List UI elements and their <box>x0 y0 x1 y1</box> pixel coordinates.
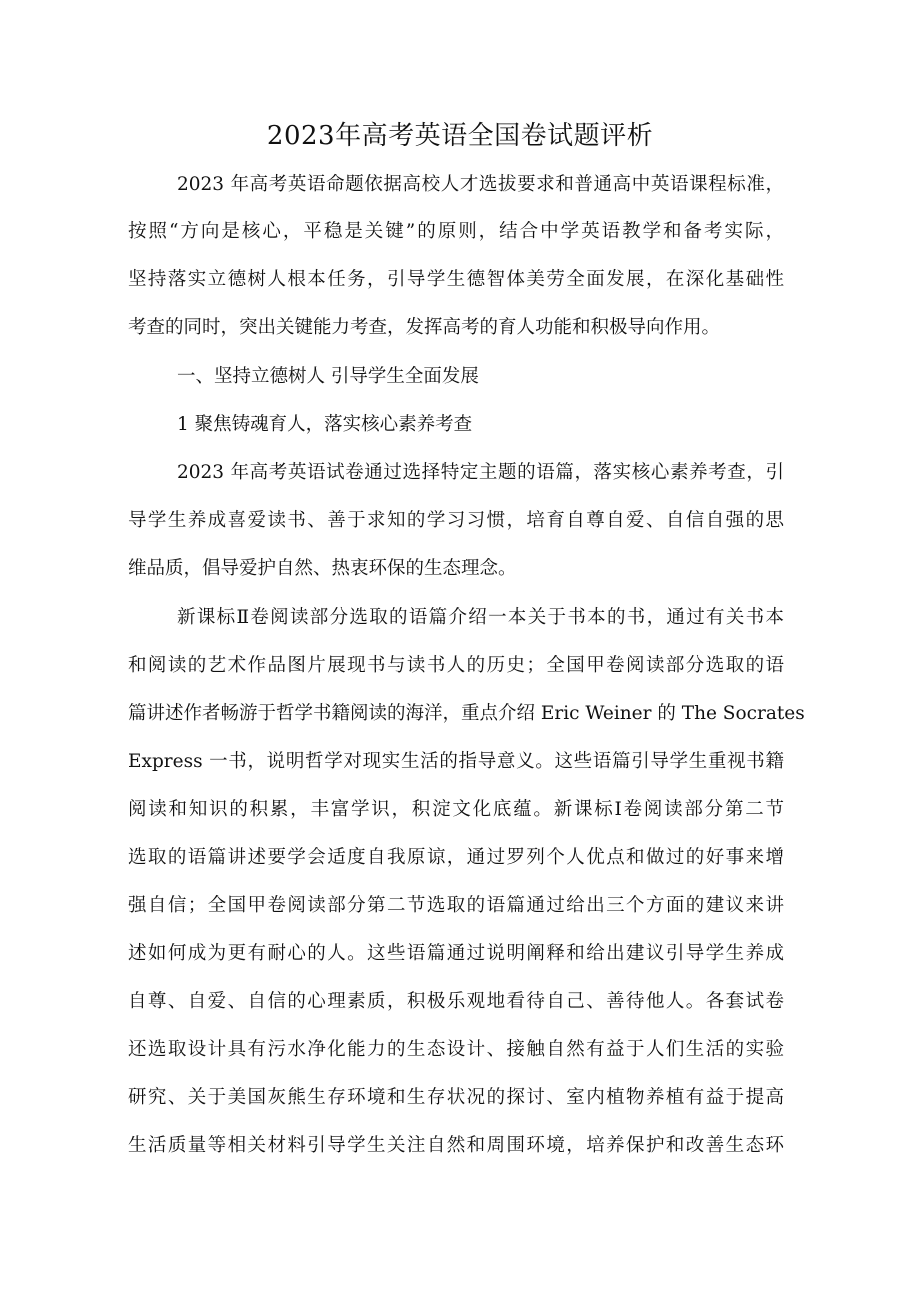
paragraph-line: 坚持落实立德树人根本任务，引导学生德智体美劳全面发展，在深化基础性 <box>128 269 784 290</box>
paragraph-line: 述如何成为更有耐心的人。这些语篇通过说明阐释和给出建议引导学生养成 <box>128 943 784 964</box>
paragraph-line: 2023 年高考英语试卷通过选择特定主题的语篇，落实核心素养考查，引 <box>177 462 784 483</box>
document-title: 2023年高考英语全国卷试题评析 <box>266 121 654 151</box>
paragraph-line: 还选取设计具有污水净化能力的生态设计、接触自然有益于人们生活的实验 <box>128 1039 784 1060</box>
paragraph-line: 考查的同时，突出关键能力考查，发挥高考的育人功能和积极导向作用。 <box>128 317 721 338</box>
paragraph-line: 一、坚持立德树人 引导学生全面发展 <box>177 366 479 387</box>
paragraph-line: 2023 年高考英语命题依据高校人才选拔要求和普通高中英语课程标准， <box>177 174 784 195</box>
paragraph-line: 自尊、自爱、自信的心理素质，积极乐观地看待自己、善待他人。各套试卷 <box>128 991 784 1012</box>
paragraph-line: 研究、关于美国灰熊生存环境和生存状况的探讨、室内植物养植有益于提高 <box>128 1087 784 1108</box>
paragraph-line: 选取的语篇讲述要学会适度自我原谅，通过罗列个人优点和做过的好事来增 <box>128 847 784 868</box>
paragraph-line: 和阅读的艺术作品图片展现书与读书人的历史；全国甲卷阅读部分选取的语 <box>128 655 784 676</box>
paragraph-line: 阅读和知识的积累，丰富学识，积淀文化底蕴。新课标Ⅰ卷阅读部分第二节 <box>128 799 784 820</box>
paragraph-line: 维品质，倡导爱护自然、热衷环保的生态理念。 <box>128 558 517 579</box>
paragraph-line: 1 聚焦铸魂育人，落实核心素养考查 <box>177 414 473 435</box>
paragraph-line: 生活质量等相关材料引导学生关注自然和周围环境，培养保护和改善生态环 <box>128 1135 784 1156</box>
paragraph-line: 按照“方向是核心，平稳是关键”的原则，结合中学英语教学和备考实际， <box>128 221 784 242</box>
paragraph-line: 导学生养成喜爱读书、善于求知的学习习惯，培育自尊自爱、自信自强的思 <box>128 510 784 531</box>
paragraph-line: 篇讲述作者畅游于哲学书籍阅读的海洋，重点介绍 Eric Weiner 的 The Socrates <box>128 703 805 724</box>
paragraph-line: 新课标Ⅱ卷阅读部分选取的语篇介绍一本关于书本的书，通过有关书本 <box>177 607 784 628</box>
paragraph-line: 强自信；全国甲卷阅读部分第二节选取的语篇通过给出三个方面的建议来讲 <box>128 895 784 916</box>
paragraph-line: Express 一书，说明哲学对现实生活的指导意义。这些语篇引导学生重视书籍 <box>128 751 784 772</box>
